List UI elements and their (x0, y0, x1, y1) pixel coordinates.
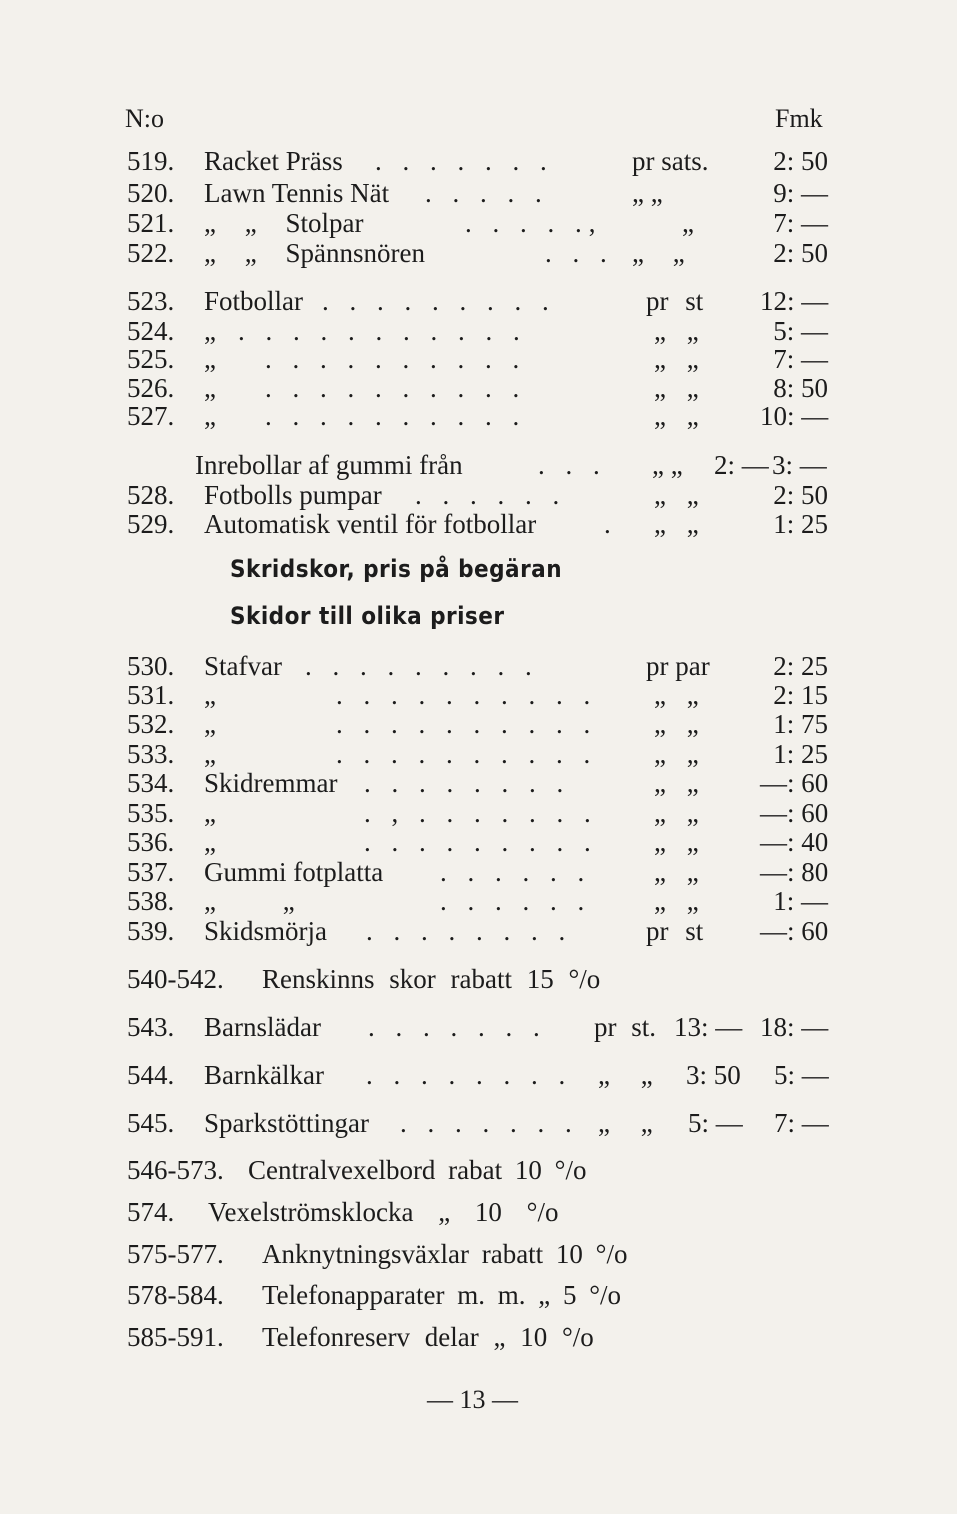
item-unit: „ „ (632, 238, 685, 268)
item-unit: „ „ (654, 480, 699, 510)
table-row (0, 798, 957, 828)
item-number: 539. (127, 916, 175, 946)
item-price-to: 7: — (774, 1108, 829, 1138)
item-price-to: 3: — (772, 450, 827, 480)
item-number: 537. (127, 857, 175, 887)
column-header-currency: Fmk (775, 104, 823, 133)
item-name: Inrebollar af gummi från (195, 450, 463, 480)
item-name: Fotbollar (204, 286, 303, 316)
item-name: „ „ Spännsnören (204, 238, 425, 268)
item-price: 2: 50 (773, 480, 828, 510)
column-header-number: N:o (125, 104, 164, 133)
item-unit: „ „ (654, 739, 699, 769)
item-price: 1: 25 (773, 509, 828, 539)
leader-dots: . . . . . . . . . . (336, 709, 598, 739)
item-name: Barnslädar (204, 1012, 321, 1042)
leader-dots: . . . . ., (465, 208, 603, 238)
item-name: „ „ (204, 886, 295, 916)
table-row (0, 286, 957, 316)
item-unit: „ „ (654, 680, 699, 710)
item-price: 7: — (773, 208, 828, 238)
item-number: 524. (127, 316, 175, 346)
item-number: 525. (127, 344, 175, 374)
item-unit: „ „ (654, 768, 699, 798)
item-number: 543. (127, 1012, 175, 1042)
leader-dots: . . . . . . . . . (305, 651, 539, 681)
leader-dots: . . . (538, 450, 607, 480)
item-unit: pr st (646, 286, 704, 316)
item-number: 531. (127, 680, 175, 710)
rebate-text: Centralvexelbord rabat 10 °/o (248, 1155, 587, 1185)
rebate-text: Anknytningsväxlar rabatt 10 °/o (262, 1239, 628, 1269)
item-price: 7: — (773, 344, 828, 374)
item-name: „ (204, 798, 216, 828)
item-price: 2: 50 (773, 238, 828, 268)
rebate-number: 575-577. (127, 1239, 224, 1269)
item-number: 544. (127, 1060, 175, 1090)
item-unit: „ „ (598, 1108, 653, 1138)
item-name: Skidsmörja (204, 916, 328, 946)
item-number: 535. (127, 798, 175, 828)
item-name: Skidremmar (204, 768, 338, 798)
table-row (0, 709, 957, 739)
leader-dots: . . . . . . . . (364, 768, 571, 798)
item-price: 10: — (760, 401, 829, 431)
item-number: 533. (127, 739, 175, 769)
leader-dots: . . . . . (425, 178, 549, 208)
item-price: 1: 25 (773, 739, 828, 769)
leader-dots: . . . . . . . (375, 146, 554, 176)
table-row (0, 146, 957, 176)
item-name: „ (204, 344, 216, 374)
item-unit: „ „ (654, 316, 699, 346)
leader-dots: . . . . . . . . . . (265, 401, 527, 431)
leader-dots: . . . . . . (440, 886, 592, 916)
rebate-text: Telefonreserv delar „ 10 °/o (262, 1322, 594, 1352)
item-unit: „ „ (654, 857, 699, 887)
item-price: —: 60 (760, 768, 829, 798)
table-row (0, 827, 957, 857)
table-row (0, 1060, 957, 1090)
item-number: 532. (127, 709, 175, 739)
item-number: 520. (127, 178, 175, 208)
item-price-from: 3: 50 (686, 1060, 741, 1090)
item-price-from: 2: — (714, 450, 769, 480)
item-unit: pr st. (594, 1012, 656, 1042)
item-price-from: 5: — (688, 1108, 743, 1138)
item-unit: „ „ (632, 178, 663, 208)
table-row (0, 916, 957, 946)
leader-dots: . . . . . . (415, 480, 567, 510)
item-number: 521. (127, 208, 175, 238)
item-name: „ (204, 316, 216, 346)
table-row (0, 651, 957, 681)
item-unit: „ (682, 208, 694, 238)
item-name: Gummi fotplatta (204, 857, 384, 887)
table-row (0, 208, 957, 238)
item-unit: „ „ (654, 827, 699, 857)
item-price: 8: 50 (773, 373, 828, 403)
section-heading-skis: Skidor till olika priser (230, 602, 505, 630)
item-unit: pr sats. (632, 146, 709, 176)
leader-dots: . . . . . . . (400, 1108, 579, 1138)
item-name: „ (204, 709, 216, 739)
item-number: 522. (127, 238, 175, 268)
table-row (0, 316, 957, 346)
item-number: 545. (127, 1108, 175, 1138)
rebate-text: Renskinns skor rabatt 15 °/o (262, 964, 601, 994)
leader-dots: . . . . . . . . . (364, 827, 598, 857)
leader-dots: . . . . . . . . . . (336, 680, 598, 710)
rebate-number: 578-584. (127, 1280, 224, 1310)
item-name: Lawn Tennis Nät (204, 178, 390, 208)
item-unit: pr par (646, 651, 710, 681)
leader-dots: . (604, 509, 618, 539)
item-name: Barnkälkar (204, 1060, 324, 1090)
item-unit: „ „ (654, 886, 699, 916)
item-name: Stafvar (204, 651, 282, 681)
leader-dots: . . . . . . . . . . (336, 739, 598, 769)
item-price: —: 60 (760, 798, 829, 828)
item-number: 526. (127, 373, 175, 403)
item-price: 2: 25 (773, 651, 828, 681)
rebate-number: 546-573. (127, 1155, 224, 1185)
leader-dots: . . . . . . . . . . (265, 373, 527, 403)
item-number: 523. (127, 286, 175, 316)
table-row (0, 768, 957, 798)
item-unit: „ „ (654, 798, 699, 828)
table-row (0, 480, 957, 510)
table-row (0, 680, 957, 710)
leader-dots: . . . . . . . . . (322, 286, 556, 316)
item-unit: „ „ (654, 509, 699, 539)
item-name: Sparkstöttingar (204, 1108, 369, 1138)
item-number: 538. (127, 886, 175, 916)
item-number: 536. (127, 827, 175, 857)
item-name: „ (204, 401, 216, 431)
item-number: 519. (127, 146, 175, 176)
item-number: 529. (127, 509, 175, 539)
item-name: Racket Präss (204, 146, 343, 176)
item-number: 527. (127, 401, 175, 431)
leader-dots: . . . . . . (440, 857, 592, 887)
rebate-number: 540-542. (127, 964, 224, 994)
table-row (0, 450, 957, 480)
leader-dots: . . . . . . . . . . (265, 344, 527, 374)
item-price-to: 5: — (774, 1060, 829, 1090)
item-unit: „ „ (654, 709, 699, 739)
item-price: —: 60 (760, 916, 829, 946)
leader-dots: . . . . . . . . (366, 1060, 573, 1090)
section-heading-skates: Skridskor, pris på begäran (230, 555, 563, 583)
item-unit: „ „ (654, 401, 699, 431)
item-name: Automatisk ventil för fotbollar (204, 509, 537, 539)
table-row (0, 509, 957, 539)
item-number: 534. (127, 768, 175, 798)
item-unit: „ „ (654, 373, 699, 403)
item-price: 9: — (773, 178, 828, 208)
table-row (0, 178, 957, 208)
item-price-from: 13: — (674, 1012, 743, 1042)
page-number: — 13 — (427, 1385, 518, 1414)
table-row (0, 401, 957, 431)
table-row (0, 238, 957, 268)
item-name: „ (204, 739, 216, 769)
item-number: 528. (127, 480, 175, 510)
item-price: —: 40 (760, 827, 829, 857)
item-price: —: 80 (760, 857, 829, 887)
table-row (0, 373, 957, 403)
item-name: „ „ Stolpar (204, 208, 364, 238)
item-unit: „ „ (598, 1060, 653, 1090)
item-price: 5: — (773, 316, 828, 346)
item-unit: „ „ (654, 344, 699, 374)
item-price: 2: 15 (773, 680, 828, 710)
table-row (0, 886, 957, 916)
item-price: 12: — (760, 286, 829, 316)
item-price: 1: 75 (773, 709, 828, 739)
item-name: Fotbolls pumpar (204, 480, 382, 510)
rebate-number: 574. (127, 1197, 175, 1227)
item-unit: pr st (646, 916, 704, 946)
table-row (0, 1108, 957, 1138)
table-row (0, 857, 957, 887)
rebate-number: 585-591. (127, 1322, 224, 1352)
item-name: „ (204, 373, 216, 403)
leader-dots: . . . (545, 238, 614, 268)
item-price-to: 18: — (760, 1012, 829, 1042)
item-name: „ (204, 827, 216, 857)
table-row (0, 739, 957, 769)
leader-dots: . , . . . . . . . (364, 798, 598, 828)
rebate-text: Vexelströmsklocka „ 10 °/o (208, 1197, 559, 1227)
leader-dots: . . . . . . . . . . . (238, 316, 527, 346)
leader-dots: . . . . . . . (368, 1012, 547, 1042)
item-unit: „ „ (652, 450, 683, 480)
leader-dots: . . . . . . . . (366, 916, 573, 946)
item-price: 2: 50 (773, 146, 828, 176)
table-row (0, 344, 957, 374)
item-price: 1: — (773, 886, 828, 916)
item-number: 530. (127, 651, 175, 681)
item-name: „ (204, 680, 216, 710)
table-row (0, 1012, 957, 1042)
rebate-text: Telefonapparater m. m. „ 5 °/o (262, 1280, 622, 1310)
